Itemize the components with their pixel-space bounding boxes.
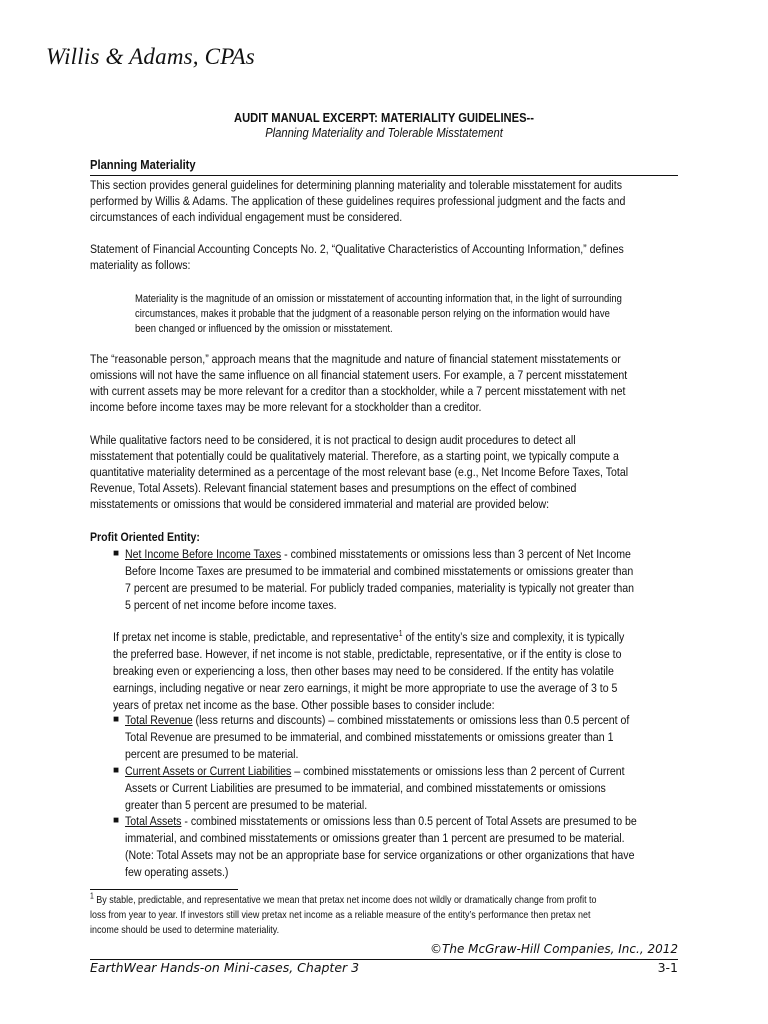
document-title: AUDIT MANUAL EXCERPT: MATERIALITY GUIDELINES--: [233, 110, 535, 125]
text-line: omissions will not have the same influence on all financial statement users. For example, a 7 percent misstatement: [90, 368, 628, 382]
text-line: quantitative materiality determined as a percentage of the most relevant base (e.g., Net Income Before Taxes, Total: [90, 465, 629, 479]
term-total-assets: Total Assets: [125, 814, 182, 828]
text-run: of the entity’s size and complexity, it is typically: [402, 630, 625, 644]
footnote-line: [90, 891, 597, 908]
text-line: 7 percent are presumed to be material. For publicly traded companies, materiality is typically not greater than: [125, 581, 635, 595]
text-run: – combined misstatements or omissions less than 2 percent of Current: [291, 764, 625, 778]
footnote-rule: [90, 889, 238, 890]
text-line: (Note: Total Assets may not be an appropriate base for service organizations or other organizations that have: [125, 848, 635, 862]
text-line: with current assets may be more relevant for a creditor than a stockholder, while a 7 percent misstatement with net: [90, 384, 626, 398]
bullet-total-revenue: [125, 712, 629, 729]
text-line: years of pretax net income as the base. Other possible bases to consider include:: [113, 698, 495, 712]
profit-entity-heading: Profit Oriented Entity:: [90, 530, 200, 544]
text-line: few operating assets.): [125, 865, 229, 879]
text-line: circumstances of each individual engagement must be considered.: [90, 210, 403, 224]
text-line: earnings, including negative or near zero earnings, it might be more appropriate to use the average of 3 to 5: [113, 681, 618, 695]
text-line: Statement of Financial Accounting Concepts No. 2, “Qualitative Characteristics of Accounting Information,” defines: [90, 242, 624, 256]
text-line: Total Revenue are presumed to be immaterial, and combined misstatements or omissions greater than 1: [125, 730, 614, 744]
text-line: 5 percent of net income before income taxes.: [125, 598, 337, 612]
bullet-icon: ■: [113, 815, 120, 826]
text-line: the preferred base. However, if net income is not stable, predictable, representative, or if the entity is close to: [113, 647, 622, 661]
bullet-icon: ■: [113, 548, 120, 559]
text-line: misstatements or omissions that would be considered immaterial and material are provided below:: [90, 497, 550, 511]
text-run: (less returns and discounts) – combined misstatements or omissions less than 0.5 percent of: [192, 713, 630, 727]
text-line: breaking even or experiencing a loss, then other bases may need to be considered. If the entity has volatile: [113, 664, 614, 678]
text-line: percent are presumed to be material.: [125, 747, 299, 761]
document-subtitle: Planning Materiality and Tolerable Misstatement: [265, 125, 503, 140]
text-run: - combined misstatements or omissions less than 0.5 percent of Total Assets are presumed to be: [181, 814, 637, 828]
text-line: While qualitative factors need to be considered, it is not practical to design audit procedures to detect all: [90, 433, 576, 447]
term-total-revenue: Total Revenue: [125, 713, 193, 727]
section-heading: Planning Materiality: [90, 157, 196, 172]
text-run: - combined misstatements or omissions less than 3 percent of Net Income: [281, 547, 631, 561]
text-line: performed by Willis & Adams. The application of these guidelines requires professional judgment and the facts and: [90, 194, 626, 208]
text-line: Before Income Taxes are presumed to be immaterial and combined misstatements or omissions greater than: [125, 564, 634, 578]
text-line: The “reasonable person,” approach means that the magnitude and nature of financial statement misstatements or: [90, 352, 621, 366]
text-line: Assets or Current Liabilities are presumed to be immaterial, and combined misstatements or omissions: [125, 781, 606, 795]
footnote-line: income should be used to determine materiality.: [90, 925, 280, 936]
pretax-line: [113, 629, 624, 646]
footnote-line: loss from year to year. If investors still view pretax net income as a reliable measure of the entity’s performance then pretax net: [90, 910, 591, 921]
footnote-mark: 1: [90, 891, 94, 901]
footnote-ref: 1: [398, 628, 403, 638]
section-rule: [90, 175, 678, 176]
bullet-icon: ■: [113, 765, 120, 776]
firm-name: Willis & Adams, CPAs: [46, 44, 255, 69]
page-number: 3-1: [657, 960, 678, 975]
text-run: If pretax net income is stable, predictable, and representative: [113, 630, 399, 644]
bullet-net-income: [125, 546, 631, 563]
copyright-notice: ©The McGraw-Hill Companies, Inc., 2012: [430, 942, 678, 956]
text-run: By stable, predictable, and representative we mean that pretax net income does not wildly or dramatically change from profit to: [93, 895, 597, 906]
text-line: This section provides general guidelines for determining planning materiality and tolerable misstatement for audits: [90, 178, 622, 192]
footer-book-title: EarthWear Hands-on Mini-cases, Chapter 3: [90, 960, 360, 975]
quote-line: been changed or influenced by the omission or misstatement.: [135, 323, 393, 335]
text-line: materiality as follows:: [90, 258, 191, 272]
text-line: greater than 5 percent are presumed to be material.: [125, 798, 368, 812]
bullet-total-assets: [125, 813, 637, 830]
bullet-current-assets: [125, 763, 625, 780]
text-line: income before income taxes may be more relevant for a stockholder than a creditor.: [90, 400, 482, 414]
bullet-icon: ■: [113, 714, 120, 725]
term-net-income: Net Income Before Income Taxes: [125, 547, 282, 561]
quote-line: circumstances, makes it probable that the judgment of a reasonable person relying on the information would have: [135, 308, 610, 320]
quote-line: Materiality is the magnitude of an omission or misstatement of accounting information that, in the light of surrounding: [135, 293, 622, 305]
text-line: misstatement that potentially could be qualitatively material. Therefore, as a starting point, we typically compute a: [90, 449, 619, 463]
term-current-assets: Current Assets or Current Liabilities: [125, 764, 292, 778]
text-line: immaterial, and combined misstatements or omissions greater than 1 percent are presumed to be material.: [125, 831, 625, 845]
text-line: Revenue, Total Assets). Relevant financial statement bases and presumptions on the effect of combined: [90, 481, 577, 495]
